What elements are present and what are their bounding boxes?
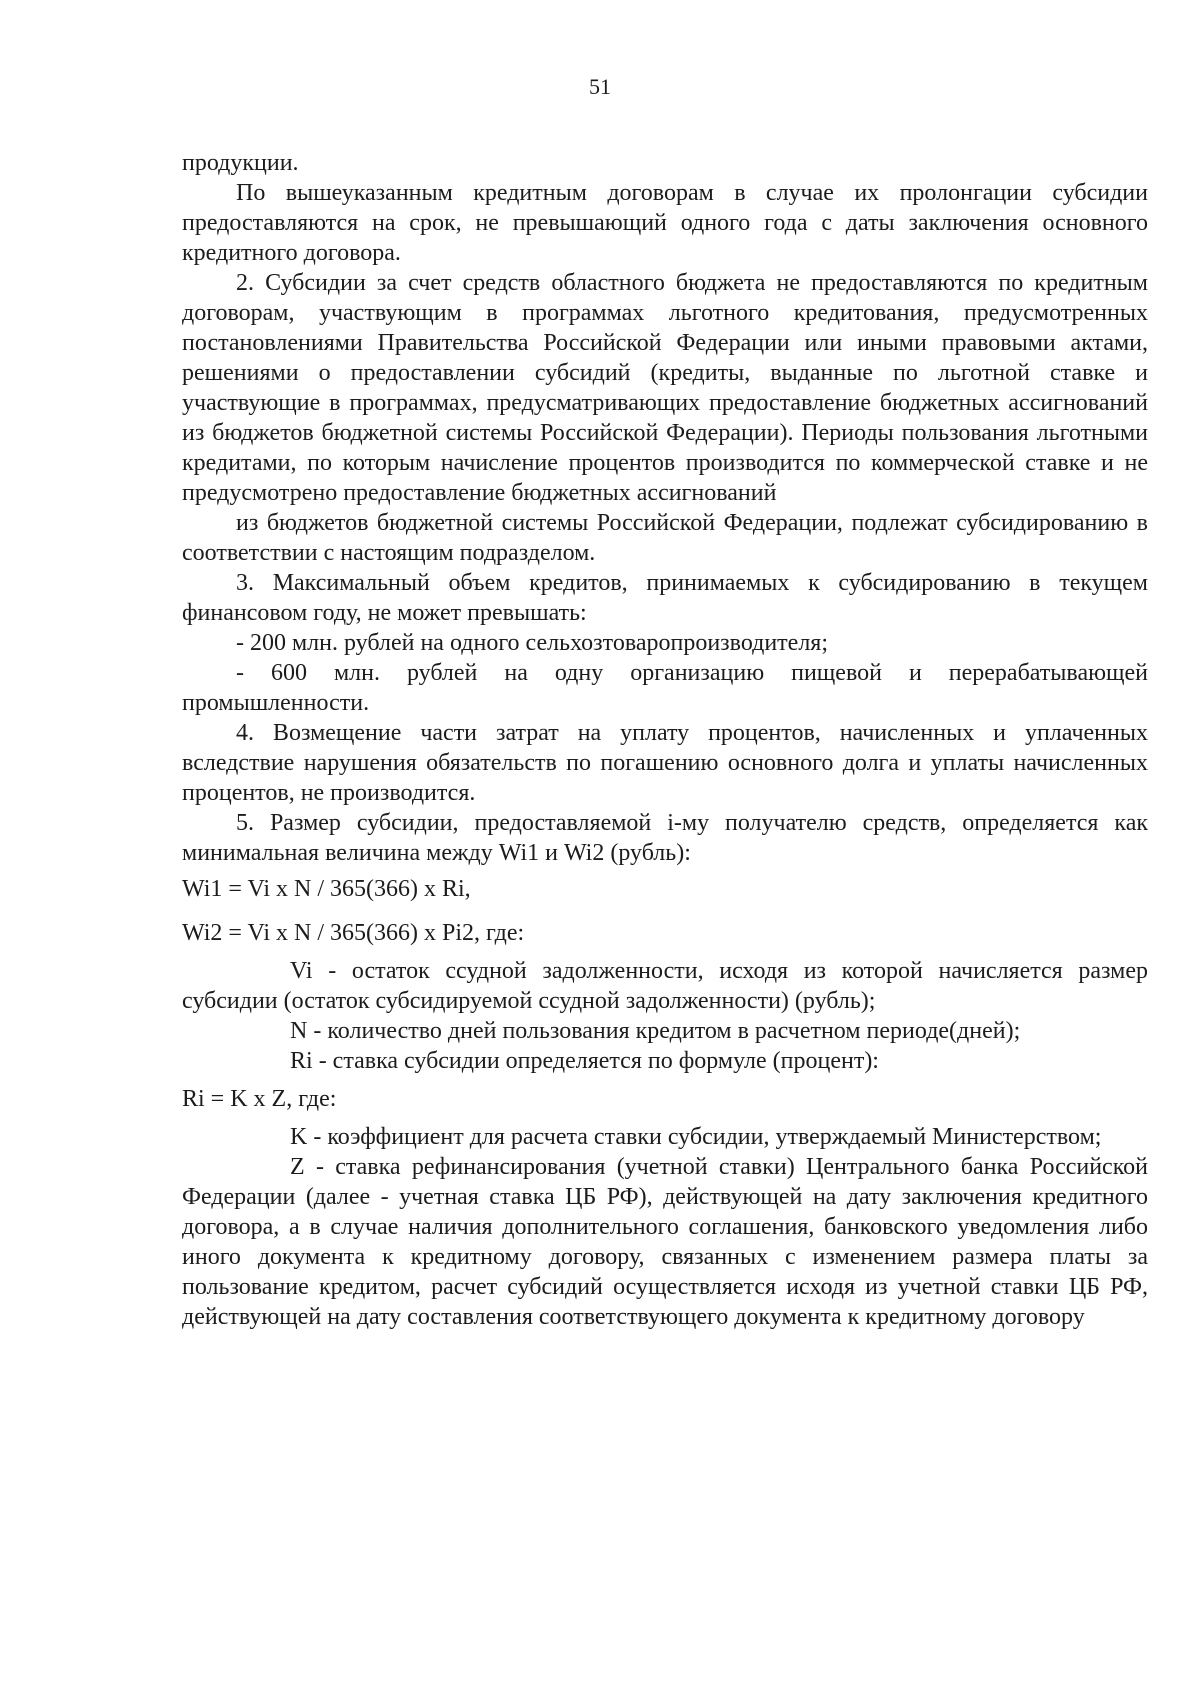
- formula-wi2: Wi2 = Vi x N / 365(366) x Pi2, где:: [182, 920, 525, 946]
- paragraph-item-2: 2. Субсидии за счет средств областного бюджета не предоставляются по кредитным договорам, участвующим в программах льготного кредитования, предусмотренных постановлениями Правительства Российской Федерации или иными правовыми актами, решениями о предоставлении субсидий (кредиты, выданные по льготной ставке и участвующие в программах, предусматривающих предоставление бюджетных ассигнований из бюджетов бюджетной системы Российской Федерации). Периоды пользования льготными кредитами, по которым начисление процентов производится по коммерческой ставке и не предусмотрено предоставление бюджетных ассигнований: [182, 270, 1148, 506]
- definition-ri-text: - ставка субсидии определяется по формуле (процент):: [312, 1048, 879, 1074]
- symbol-z: Z: [290, 1154, 305, 1180]
- paragraph-item-3: 3. Максимальный объем кредитов, принимаемых к субсидированию в текущем финансовом году, не может превышать:: [182, 570, 1148, 626]
- definition-k: [182, 1122, 1148, 1152]
- paragraph-limit-200: - 200 млн. рублей на одного сельхозтоваропроизводителя;: [236, 630, 829, 656]
- paragraph-item-2-cont: из бюджетов бюджетной системы Российской Федерации, подлежат субсидированию в соответствии с настоящим подразделом.: [182, 510, 1148, 566]
- paragraph-continuation: продукции.: [182, 150, 299, 176]
- definition-k-text: - коэффициент для расчета ставки субсидии, утверждаемый Министерством;: [307, 1124, 1102, 1150]
- definition-vi: [182, 956, 1148, 1016]
- symbol-vi: Vi: [290, 958, 313, 984]
- paragraph-item-4: 4. Возмещение части затрат на уплату процентов, начисленных и уплаченных вследствие нарушения обязательств по погашению основного долга и уплаты начисленных процентов, не производится.: [182, 720, 1148, 806]
- formula-wi1: Wi1 = Vi x N / 365(366) x Ri,: [182, 876, 471, 902]
- paragraph-item-5: 5. Размер субсидии, предоставляемой i-му получателю средств, определяется как минимальная величина между Wi1 и Wi2 (рубль):: [182, 810, 1148, 866]
- definition-ri: [182, 1046, 1148, 1076]
- page-number: 51: [589, 74, 611, 99]
- definition-n: [182, 1016, 1148, 1046]
- paragraph-prolongation: По вышеуказанным кредитным договорам в случае их пролонгации субсидии предоставляются на срок, не превышающий одного года с даты заключения основного кредитного договора.: [182, 180, 1148, 266]
- document-body: [182, 148, 1148, 1332]
- definition-vi-text: - остаток ссудной задолженности, исходя из которой начисляется размер субсидии (остаток субсидируемой ссудной задолженности) (рубль);: [182, 958, 1148, 1014]
- paragraph-limit-600: - 600 млн. рублей на одну организацию пищевой и перерабатывающей промышленности.: [182, 660, 1148, 716]
- definition-z: [182, 1152, 1148, 1332]
- definition-z-text: - ставка рефинансирования (учетной ставки) Центрального банка Российской Федерации (далее - учетная ставка ЦБ РФ), действующей на дату заключения кредитного договора, а в случае наличия дополнительного соглашения, банковского уведомления либо иного документа к кредитному договору, связанных с изменением размера платы за пользование кредитом, расчет субсидий осуществляется исходя из учетной ставки ЦБ РФ, действующей на дату составления соответствующего документа к кредитному договору: [182, 1154, 1148, 1330]
- symbol-n: N: [290, 1018, 308, 1044]
- formula-ri: Ri = K x Z, где:: [182, 1086, 337, 1112]
- symbol-ri: Ri: [290, 1048, 313, 1074]
- definition-n-text: - количество дней пользования кредитом в расчетном периоде(дней);: [307, 1018, 1021, 1044]
- symbol-k: K: [290, 1124, 308, 1150]
